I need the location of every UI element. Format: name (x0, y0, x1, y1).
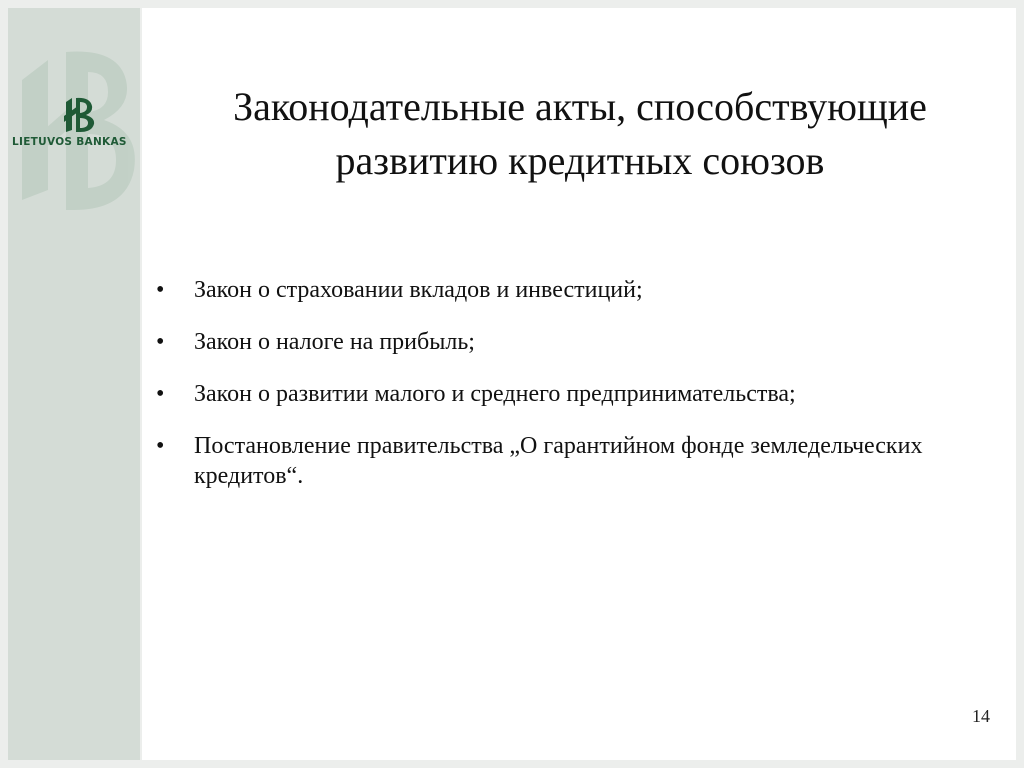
bullet-list (152, 275, 972, 513)
page-number: 14 (972, 706, 990, 726)
slide-title-line-2: развитию кредитных союзов (335, 138, 825, 183)
bullet-text: Закон о развитии малого и среднего предпринимательства; (194, 381, 796, 407)
bullet-text: Закон о налоге на прибыль; (194, 329, 475, 355)
bullet-text: Закон о страховании вкладов и инвестиций; (194, 277, 643, 303)
bullet-item (152, 431, 972, 491)
bullet-item (152, 275, 972, 305)
bullet-item (152, 327, 972, 357)
bullet-icon: • (156, 433, 165, 459)
bullet-text: Постановление правительства „О гарантийном фонде земледельческих кредитов“. (194, 433, 923, 489)
logo-text: LIETUVOS BANKAS (12, 136, 127, 148)
bullet-icon: • (156, 381, 165, 407)
bullet-item (152, 379, 972, 409)
slide-title-line-1: Законодательные акты, способствующие (233, 84, 927, 129)
bullet-icon: • (156, 277, 165, 303)
lietuvos-bankas-logo (8, 40, 158, 230)
slide-title (150, 80, 1010, 188)
bullet-icon: • (156, 329, 165, 355)
